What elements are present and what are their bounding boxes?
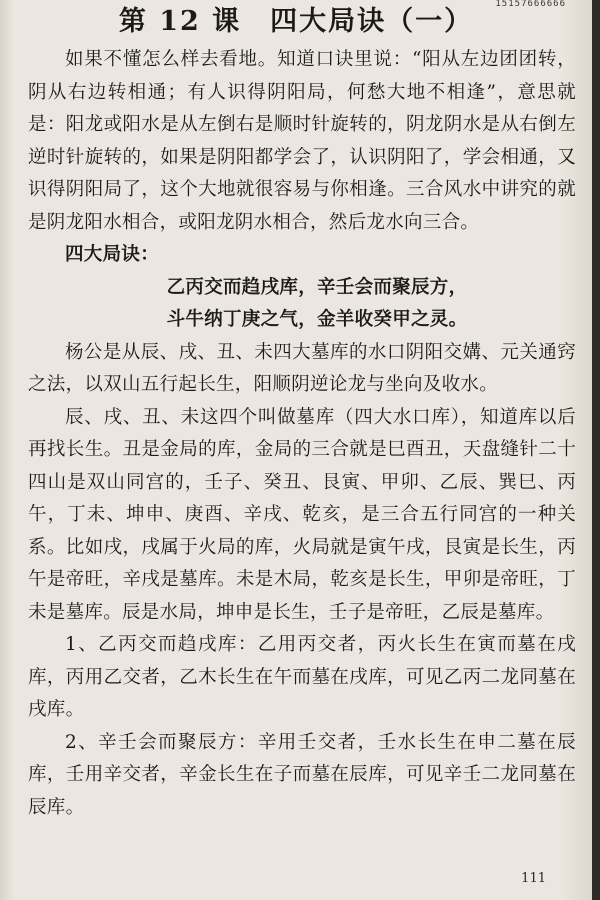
body-text [28,44,576,824]
paragraph-item-1: 1、乙丙交而趋戌库：乙用丙交者，丙火长生在寅而墓在戌库，丙用乙交者，乙木长生在午而墓在戌库，可见乙丙二龙同墓在戌库。 [28,634,576,720]
verse-line-1: 乙丙交而趋戌库，辛壬会而聚辰方， [166,276,468,298]
lesson-title: 第 12 课 四大局诀（一） [118,6,474,37]
paragraph-intro: 如果不懂怎么样去看地。知道口诀里说：“阳从左边团团转，阴从右边转相通；有人识得阴阳局，何愁大地不相逢”，意思就是：阳龙或阳水是从左倒右是顺时针旋转的，阴龙阴水是从右倒左逆时针旋转的，如果是阴阳都学会了，认识阴阳了，学会相通，又识得阴阳局了，这个大地就很容易与你相逢。三合风水中讲究的就是阴龙阳水相合，或阳龙阴水相合，然后龙水向三合。 [28,49,576,233]
page-number: 111 [521,871,546,886]
section-heading: 四大局诀： [65,244,160,265]
header-strip: 15157666666 [495,0,566,9]
verse-line-2: 斗牛纳丁庚之气，金羊收癸甲之灵。 [166,309,468,330]
paragraph-yanggong: 杨公是从辰、戌、丑、未四大墓库的水口阴阳交媾、元关通窍之法，以双山五行起长生，阳顺阴逆论龙与坐向及收水。 [28,341,576,395]
paragraph-muku: 辰、戌、丑、未这四个叫做墓库（四大水口库），知道库以后再找长生。丑是金局的库，金局的三合就是巳酉丑，天盘缝针二十四山是双山同宫的，壬子、癸丑、艮寅、甲卯、乙辰、巽巳、丙午，丁未、坤申、庚酉、辛戌、乾亥，是三合五行同宫的一种关系。比如戌，戌属于火局的库，火局就是寅午戌，艮寅是长生，丙午是帝旺，辛戌是墓库。未是木局，乾亥是长生，甲卯是帝旺，丁未是墓库。辰是水局，坤申是长生，壬子是帝旺，乙辰是墓库。 [28,406,576,623]
paragraph-item-2: 2、辛壬会而聚辰方：辛用壬交者，壬水长生在申二墓在辰库，壬用辛交者，辛金长生在子而墓在辰库，可见辛壬二龙同墓在辰库。 [28,731,576,818]
